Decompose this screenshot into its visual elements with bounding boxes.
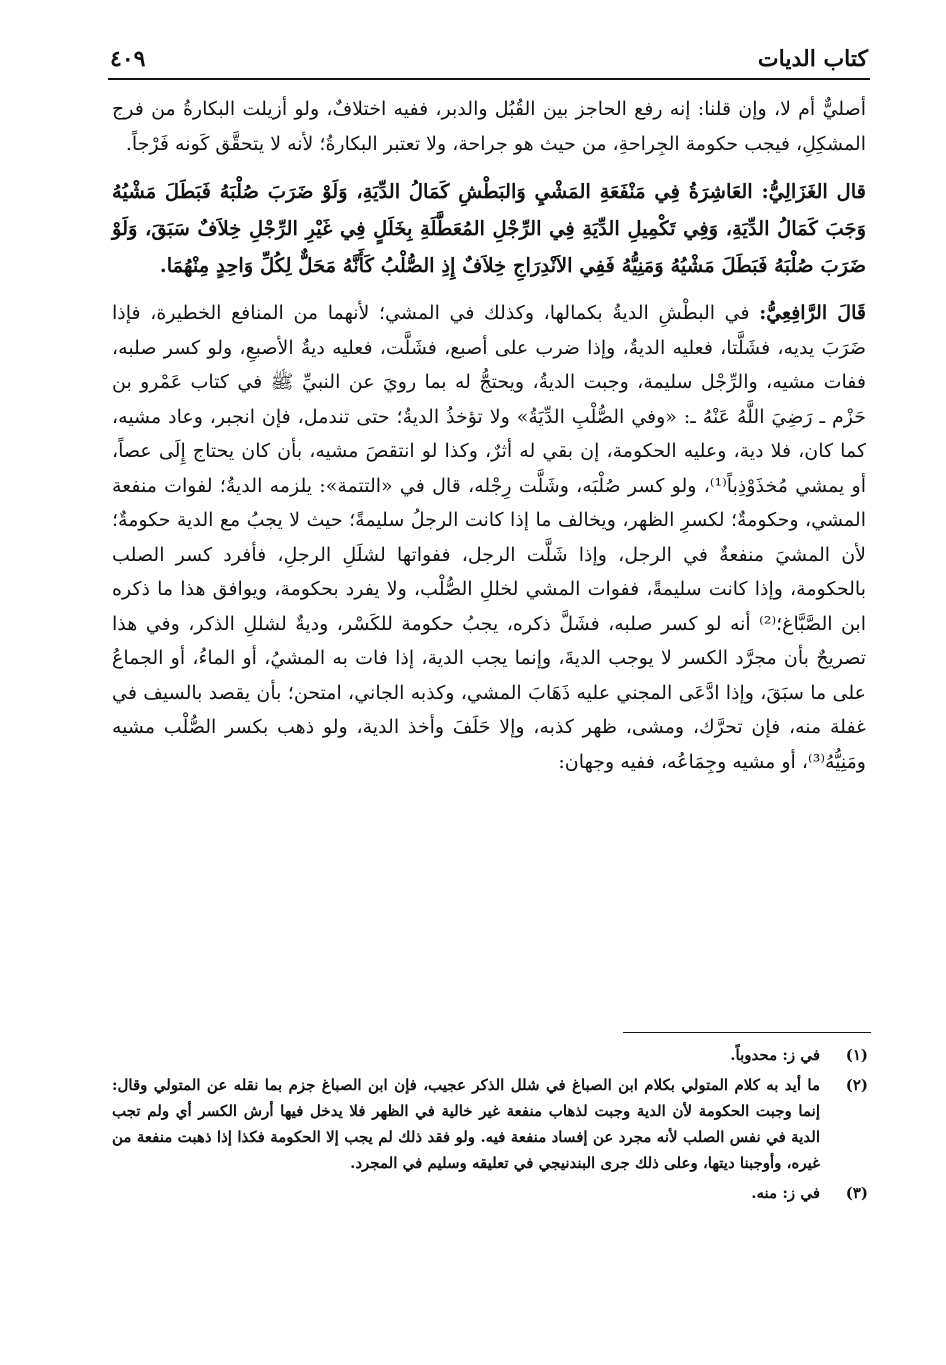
paragraph-1: أصليٌّ أم لا، وإن قلنا: إنه رفع الحاجز بين القُبُل والدبر، ففيه اختلافٌ، ولو أزيلت البكارةُ من فرج المشكِلِ، فيجب حكومة الجِراحةِ، من حيث هو جراحة، ولا تعتبر البكارةُ؛ لأنه لا يتحقَّق كَونه فَرْجاً.	[112, 98, 866, 155]
ghazali-text: العَاشِرَةُ فِي مَنْفَعَةِ المَشْيِ وَالبَطْشِ كَمَالُ الدِّيَةِ، وَلَوْ ضَرَبَ صُلْبَهُ فَبَطَلَ مَشْيُهُ وَجَبَ كَمَالُ الدِّيَةِ، وَفِي تَكْمِيلِ الدِّيَةِ فِي الرِّجْلِ المُعَطَّلَةِ بِخَلَلٍ فِي غَيْرِ الرِّجْلِ خِلاَفٌ سَبَقَ، وَلَوْ ضَرَبَ صُلْبَهُ فَبَطَلَ مَشْيُهُ وَمَنِيُّهُ فَفِي الاَنْدِرَاجِ خِلاَفٌ إِذِ الصُّلْبُ كَأَنَّهُ مَحَلٌّ لِكُلِّ وَاحِدٍ مِنْهُمَا.	[112, 180, 866, 277]
running-title: كتاب الديات	[757, 46, 868, 72]
footnote	[112, 1042, 868, 1068]
footnote-number: (٢)	[845, 1076, 868, 1094]
paragraph-rafii	[112, 296, 866, 779]
footnote-text: ما أيد به كلام المتولي بكلام ابن الصباغ في شلل الذكر عجيب، فإن ابن الصباغ جزم بما نقله عن المتولي وقال: إنما وجبت الحكومة لأن الدية وجبت لذهاب منفعة غير خالية في الظهر فلا يدخل فيها أرش الكسر أي ولم تجب الدية في نفس الصلب لأنه مجرد عن إفساد منفعة فيه. ولو فقد ذلك لم يجب إلا الحكومة فكذا إذا ذهبت منفعة من غيره، وأوجبنا ديتها، وعلى ذلك جرى البندنيجي في تعليقه وسليم في المجرد.	[112, 1076, 820, 1172]
rafii-text: في البطْشِ الديةُ بكمالها، وكذلك في المشي؛ لأنهما من المنافع الخطيرة، فإذا ضَرَبَ يديه، فشَلَّتا، فعليه الديةُ، وإذا ضرب على أصبع، فشَلَّت، فعليه ديةُ الأصبعِ، ولو كسر صلبه، ففات مشيه، والرِّجْل سليمة، وجبت الديةُ، ويحتجُّ له بما رويَ عن النبيِّ ﷺ في كتاب عَمْرو بن حَزْم ـ رَضِيَ اللَّهُ عَنْهُ ـ: «وفي الصُّلْبِ الدِّيَةُ» ولا تؤخذُ الديةُ؛ حتى تندمل، فإن انجبر، وعاد مشيه، كما كان، فلا دية، وعليه الحكومة، إن بقي له أثرٌ، وكذا لو انتقصَ مشيه، بأن كان يحتاج إِلَى عصاً، أو يمشي مُخذَوْذِباً⁽¹⁾، ولو كسر صُلْبَه، وشَلَّت رِجْله، قال في «التتمة»: يلزمه الديةُ؛ لفوات منفعة المشي، وحكومةٌ؛ لكسرِ الظهر، ويخالف ما إذا كانت الرجلُ سليمةً؛ حيث لا يجبُ مع الدية حكومةٌ؛ لأن المشيَ منفعةٌ في الرجل، وإذا شَلَّت الرجل، ففواتها لشلَلِ الرجلِ، فأفرد كسر الصلب بالحكومة، وإذا كانت سليمةً، ففوات المشي لخللِ الصُّلْب، ولا يفرد بحكومة، ويوافق هذا ما ذكره ابن الصَّبَّاغ؛⁽²⁾ أنه لو كسر صلبه، فشَلَّ ذكره، يجبُ حكومة للكَسْر، وديةٌ لشللِ الذكر، وفي هذا تصريحٌ بأن مجرَّد الكسر لا يوجب الديةَ، وإنما يجب الدية، إذا فات به المشيُ، أو الماءُ، أو الجماعُ على ما سبَقَ، وإذا ادَّعَى المجني عليه ذَهَابَ المشي، وكذبه الجاني، امتحن؛ بأن يقصد بالسيف في غفلة منه، فإن تحرَّك، ومشى، ظهر كذبه، وإلا حَلَفَ وأخذ الدية، ولو ذهب بكسر الصُّلْب مشيه ومَنِيُّهُ⁽³⁾، أو مشيه وجِمَاعُه، ففيه وجهان:	[112, 302, 867, 773]
page-header	[110, 40, 868, 78]
footnote-text: في ز: منه.	[751, 1184, 820, 1202]
footnote-text: في ز: محدوباً.	[730, 1046, 820, 1064]
page-number: ٤٠٩	[110, 46, 146, 72]
header-rule	[108, 78, 870, 80]
footnote	[112, 1072, 868, 1176]
footnote-rule	[623, 1032, 871, 1033]
main-text	[112, 92, 866, 779]
footnotes	[112, 1042, 868, 1210]
speaker-ghazali: قال الغَزَالِيُّ:	[761, 180, 866, 203]
footnote-number: (١)	[845, 1046, 868, 1064]
footnote-number: (٣)	[845, 1184, 868, 1202]
paragraph-ghazali	[112, 173, 866, 284]
speaker-rafii: قَالَ الرَّافِعِيُّ:	[759, 302, 866, 324]
footnote	[112, 1180, 868, 1206]
